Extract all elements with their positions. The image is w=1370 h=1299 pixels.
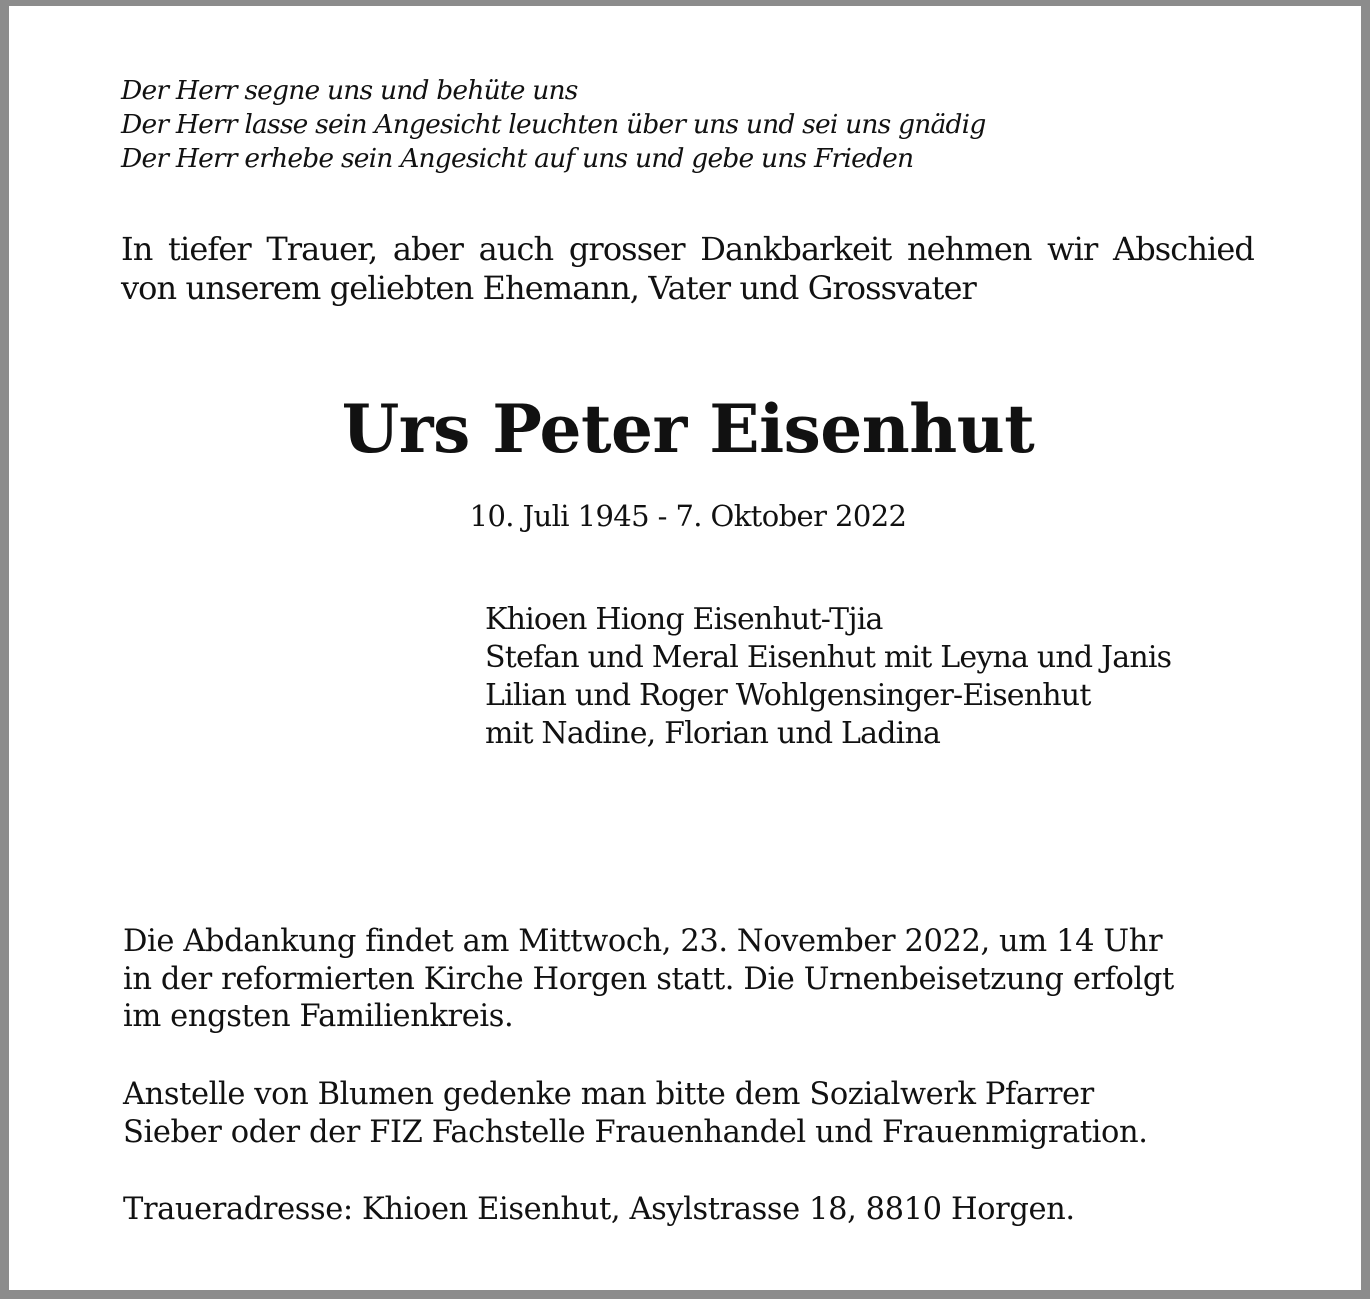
life-dates: 10. Juli 1945 - 7. Oktober 2022 xyxy=(469,499,907,533)
family-line: Khioen Hiong Eisenhut-Tjia xyxy=(485,602,883,637)
funeral-notice xyxy=(123,923,1174,1036)
intro-line: In tiefer Trauer, aber auch grosser Dankbarkeit nehmen wir Abschied xyxy=(121,230,1254,268)
verse-line: Der Herr erhebe sein Angesicht auf uns und gebe uns Frieden xyxy=(121,143,914,174)
donation-line: Sieber oder der FIZ Fachstelle Frauenhandel und Frauenmigration. xyxy=(123,1114,1148,1150)
blessing-verse xyxy=(121,74,986,176)
family-line: Lilian und Roger Wohlgensinger-Eisenhut xyxy=(485,678,1091,713)
mourning-address: Traueradresse: Khioen Eisenhut, Asylstrasse 18, 8810 Horgen. xyxy=(123,1192,1075,1227)
family-list xyxy=(485,601,1171,753)
intro-paragraph xyxy=(121,230,1254,308)
funeral-line: in der reformierten Kirche Horgen statt. Die Urnenbeisetzung erfolgt xyxy=(123,961,1174,997)
funeral-line: Die Abdankung findet am Mittwoch, 23. November 2022, um 14 Uhr xyxy=(123,924,1163,959)
funeral-line: im engsten Familienkreis. xyxy=(123,999,514,1034)
intro-line: von unserem geliebten Ehemann, Vater und Grossvater xyxy=(121,269,976,307)
family-line: Stefan und Meral Eisenhut mit Leyna und Janis xyxy=(485,640,1172,675)
donation-notice xyxy=(123,1076,1148,1151)
verse-line: Der Herr segne uns und behüte uns xyxy=(121,75,578,106)
deceased-name: Urs Peter Eisenhut xyxy=(341,390,1035,468)
family-line: mit Nadine, Florian und Ladina xyxy=(485,716,941,751)
verse-line: Der Herr lasse sein Angesicht leuchten über uns und sei uns gnädig xyxy=(121,109,986,140)
donation-line: Anstelle von Blumen gedenke man bitte dem Sozialwerk Pfarrer xyxy=(123,1077,1094,1112)
